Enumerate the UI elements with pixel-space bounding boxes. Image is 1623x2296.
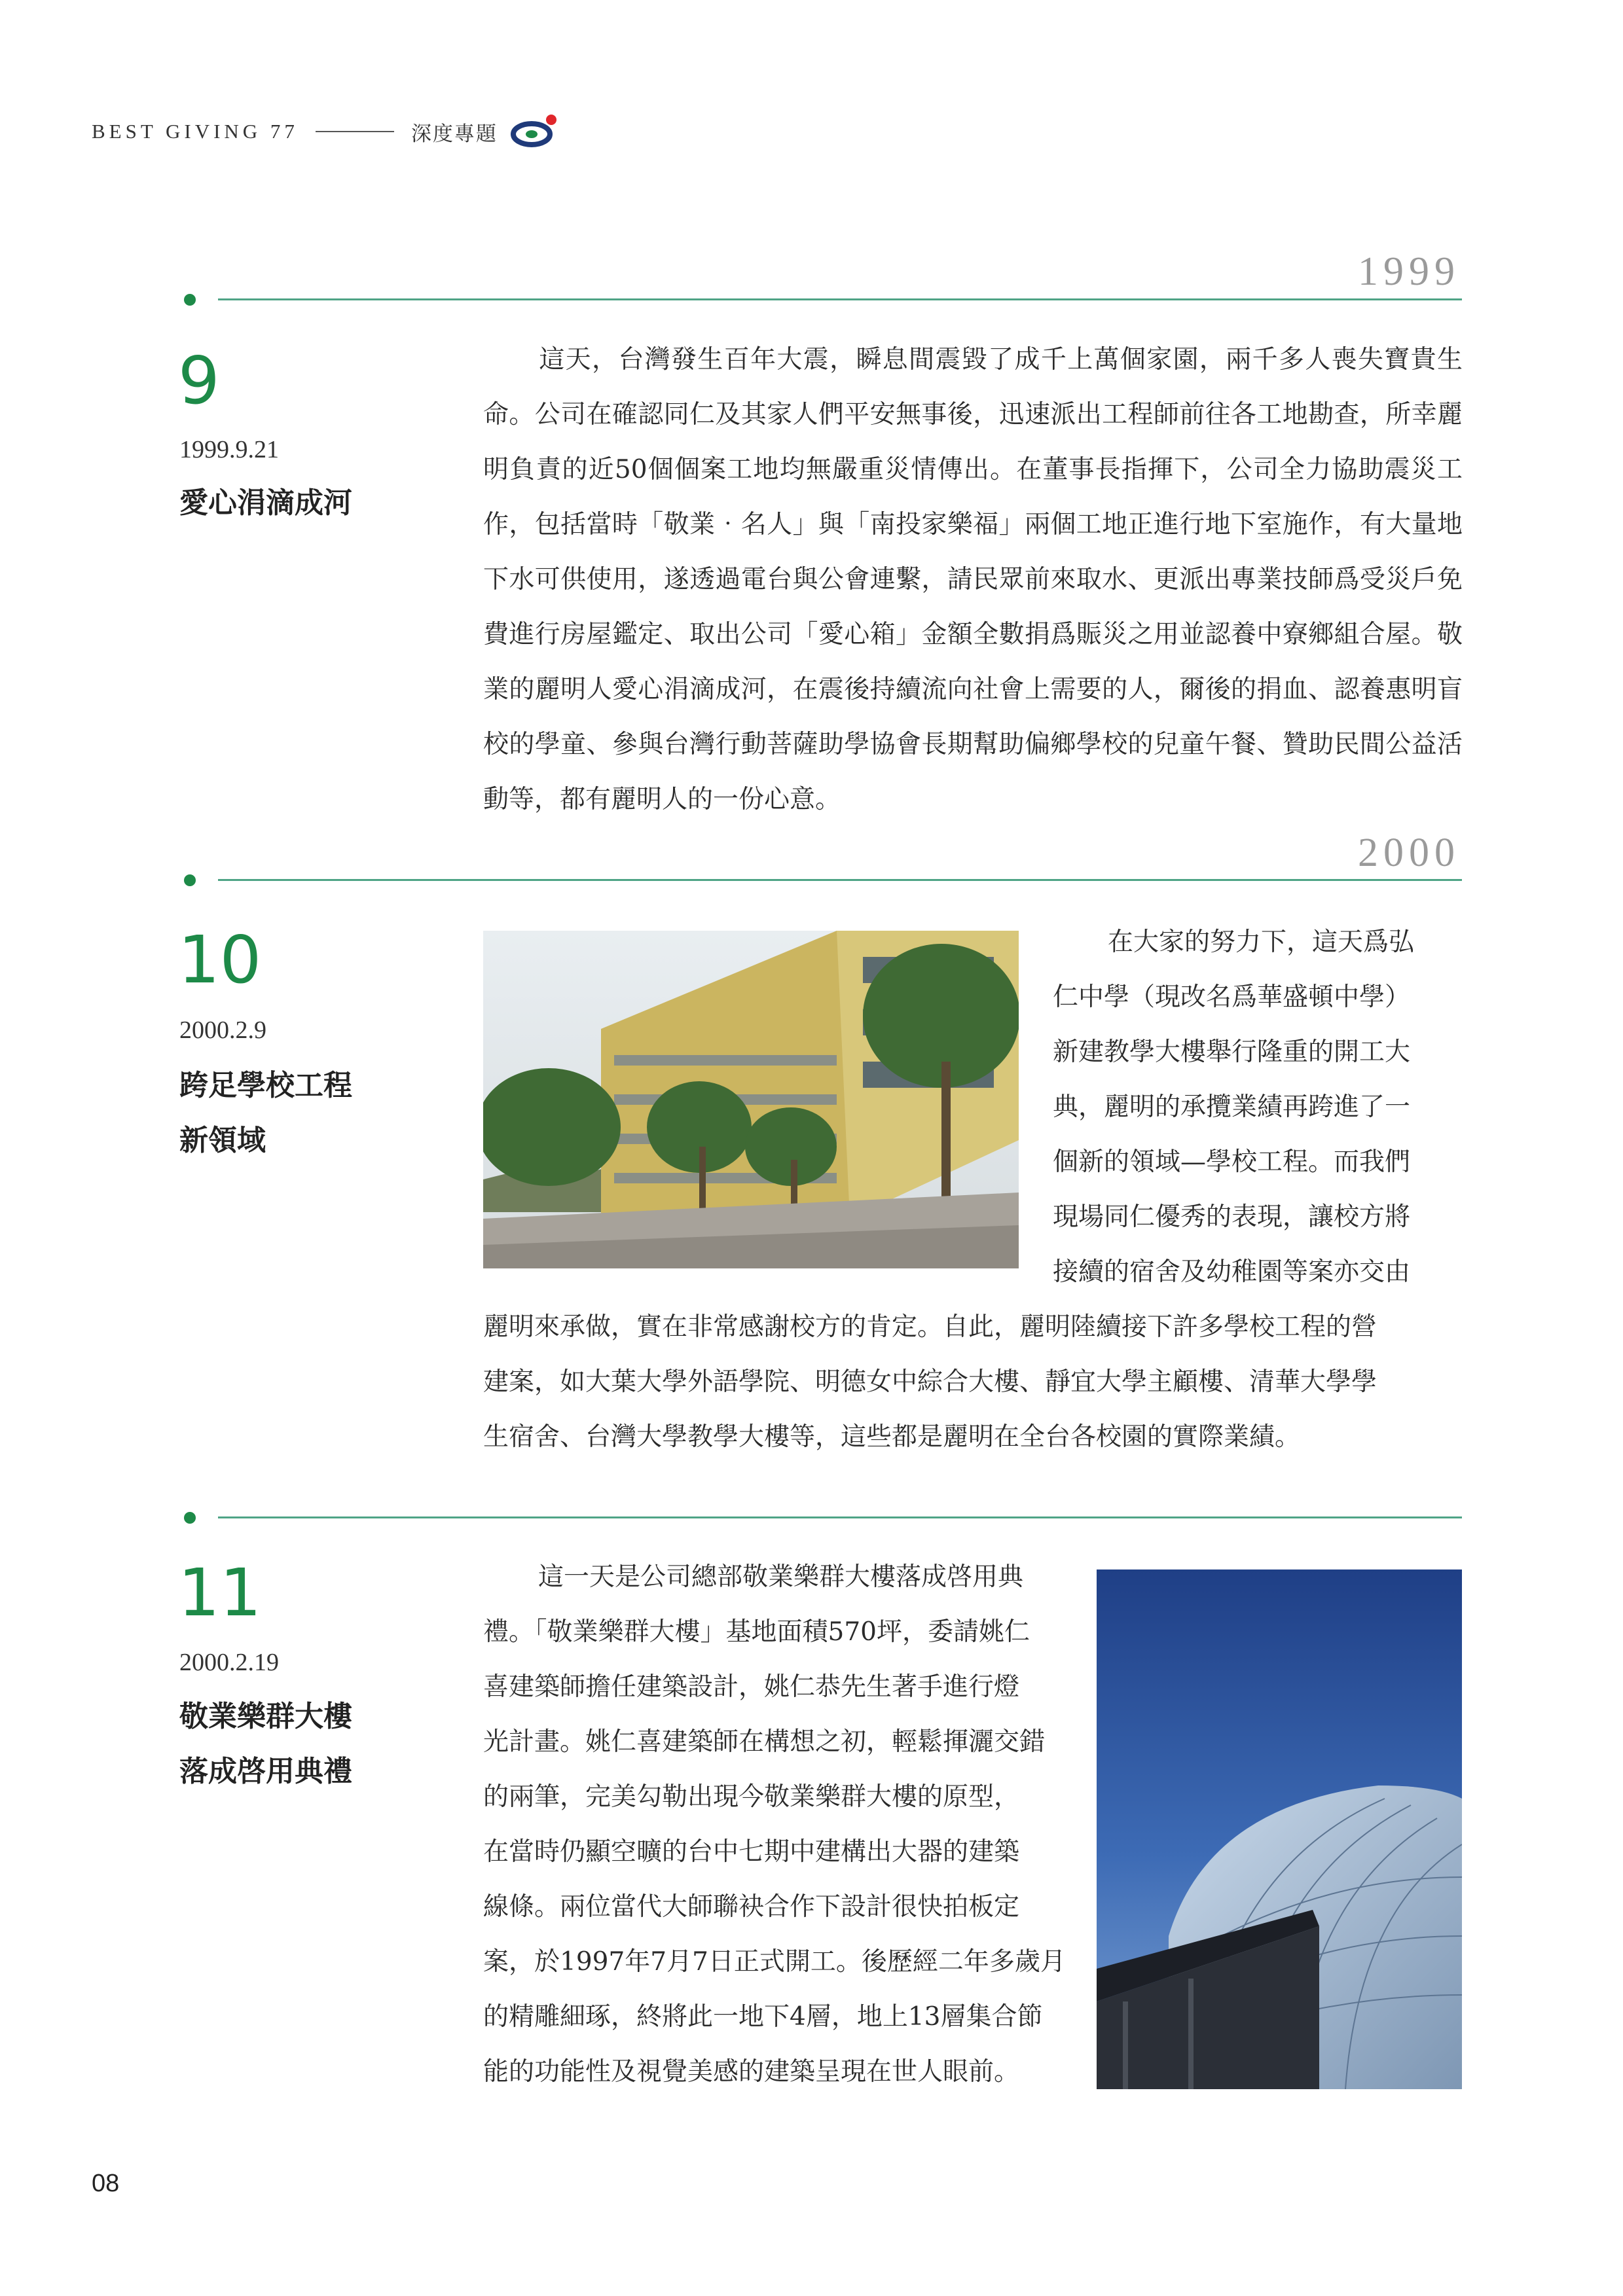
magazine-name: BEST GIVING 77 [92, 120, 299, 143]
magazine-logo-icon [509, 113, 559, 150]
text-line: 現場同仁優秀的表現，讓校方將 [1053, 1202, 1411, 1232]
text-line [483, 1550, 1066, 1605]
entry-number: 11 [178, 1554, 262, 1631]
timeline-rule [218, 298, 1462, 300]
entry-body-11 [483, 1550, 1066, 2100]
entry-title-line: 敬業樂群大樓 [179, 1700, 352, 1733]
timeline-dot [184, 294, 196, 306]
text-line: 喜建築師擔任建築設計，姚仁恭先生著手進行燈 [483, 1672, 1020, 1702]
entry-body-10-side [1053, 915, 1463, 1300]
timeline-dot [184, 874, 196, 886]
entry-title [179, 476, 352, 531]
entry-date: 2000.2.19 [179, 1649, 279, 1676]
text-line: 接續的宿舍及幼稚園等案亦交由 [1053, 1257, 1411, 1287]
entry-number: 9 [178, 342, 220, 419]
headquarters-building-photo [1097, 1570, 1462, 2089]
entry-body-10-full [483, 1300, 1463, 1465]
entry-title-line: 落成啓用典禮 [179, 1755, 352, 1788]
text-line: 能的功能性及視覺美感的建築呈現在世人眼前。 [483, 2057, 1020, 2087]
text-line: 新建教學大樓舉行隆重的開工大 [1053, 1037, 1411, 1067]
entry-number: 10 [178, 922, 262, 998]
year-label-1999: 1999 [1358, 249, 1460, 294]
page-header [92, 117, 559, 147]
entry-date: 1999.9.21 [179, 436, 279, 463]
entry-title [179, 1689, 352, 1799]
text-line-content: 在大家的努力下，這天爲弘 [1108, 927, 1415, 957]
text-line: 個新的領域—學校工程。而我們 [1053, 1147, 1411, 1177]
entry-title-line: 跨足學校工程 [179, 1069, 352, 1102]
text-line: 典，麗明的承攬業績再跨進了一 [1053, 1092, 1411, 1122]
page-number: 08 [92, 2170, 120, 2197]
text-line: 建案，如大葉大學外語學院、明德女中綜合大樓、靜宜大學主顧樓、清華大學學 [483, 1367, 1377, 1397]
year-label-2000: 2000 [1358, 831, 1460, 875]
entry-title [179, 1058, 352, 1168]
header-divider [316, 131, 394, 132]
text-line: 光計畫。姚仁喜建築師在構想之初，輕鬆揮灑交錯 [483, 1727, 1046, 1757]
text-line: 麗明來承做，實在非常感謝校方的肯定。自此，麗明陸續接下許多學校工程的營 [483, 1312, 1377, 1342]
entry-title-line: 新領域 [179, 1124, 266, 1157]
text-line: 的精雕細琢，終將此一地下4層，地上13層集合節 [483, 2002, 1043, 2032]
timeline-rule [218, 1516, 1462, 1518]
entry-title-line: 愛心涓滴成河 [179, 486, 352, 520]
text-line: 生宿舍、台灣大學教學大樓等，這些都是麗明在全台各校園的實際業績。 [483, 1422, 1301, 1452]
text-line: 仁中學（現改名爲華盛頓中學） [1053, 982, 1411, 1012]
entry-date: 2000.2.9 [179, 1016, 266, 1044]
text-line: 在當時仍顯空曠的台中七期中建構出大器的建築 [483, 1837, 1020, 1867]
text-line-content: 這一天是公司總部敬業樂群大樓落成啓用典 [538, 1562, 1024, 1592]
text-line: 的兩筆，完美勾勒出現今敬業樂群大樓的原型， [483, 1782, 1020, 1812]
entry-body-text: 這天，台灣發生百年大震，瞬息間震毀了成千上萬個家園，兩千多人喪失寶貴生命。公司在確認同仁及其家人們平安無事後，迅速派出工程師前往各工地勘查，所幸麗明負責的近50個個案工地均無嚴重災情傳出。在董事長指揮下，公司全力協助震災工作，包括當時「敬業‧名人」與「南投家樂福」兩個工地正進行地下室施作，有大量地下水可供使用，遂透過電台與公會連繫，請民眾前來取水、更派出專業技師爲受災戶免費進行房屋鑑定、取出公司「愛心箱」金額全數捐爲賑災之用並認養中寮鄉組合屋。敬業的麗明人愛心涓滴成河，在震後持續流向社會上需要的人，爾後的捐血、認養惠明盲校的學童、參與台灣行動菩薩助學協會長期幫助偏鄉學校的兒童午餐、贊助民間公益活動等，都有麗明人的一份心意。 [483, 345, 1463, 814]
text-line [1053, 915, 1463, 970]
text-line: 禮。「敬業樂群大樓」基地面積570坪，委請姚仁 [483, 1617, 1030, 1647]
entry-body-9 [483, 332, 1463, 827]
section-name: 深度專題 [410, 122, 498, 145]
school-building-photo [483, 931, 1019, 1268]
text-line: 線條。兩位當代大師聯袂合作下設計很快拍板定 [483, 1892, 1020, 1922]
timeline-dot [184, 1512, 196, 1524]
text-line: 案，於1997年7月7日正式開工。後歷經二年多歲月 [483, 1947, 1066, 1977]
timeline-rule [218, 879, 1462, 881]
